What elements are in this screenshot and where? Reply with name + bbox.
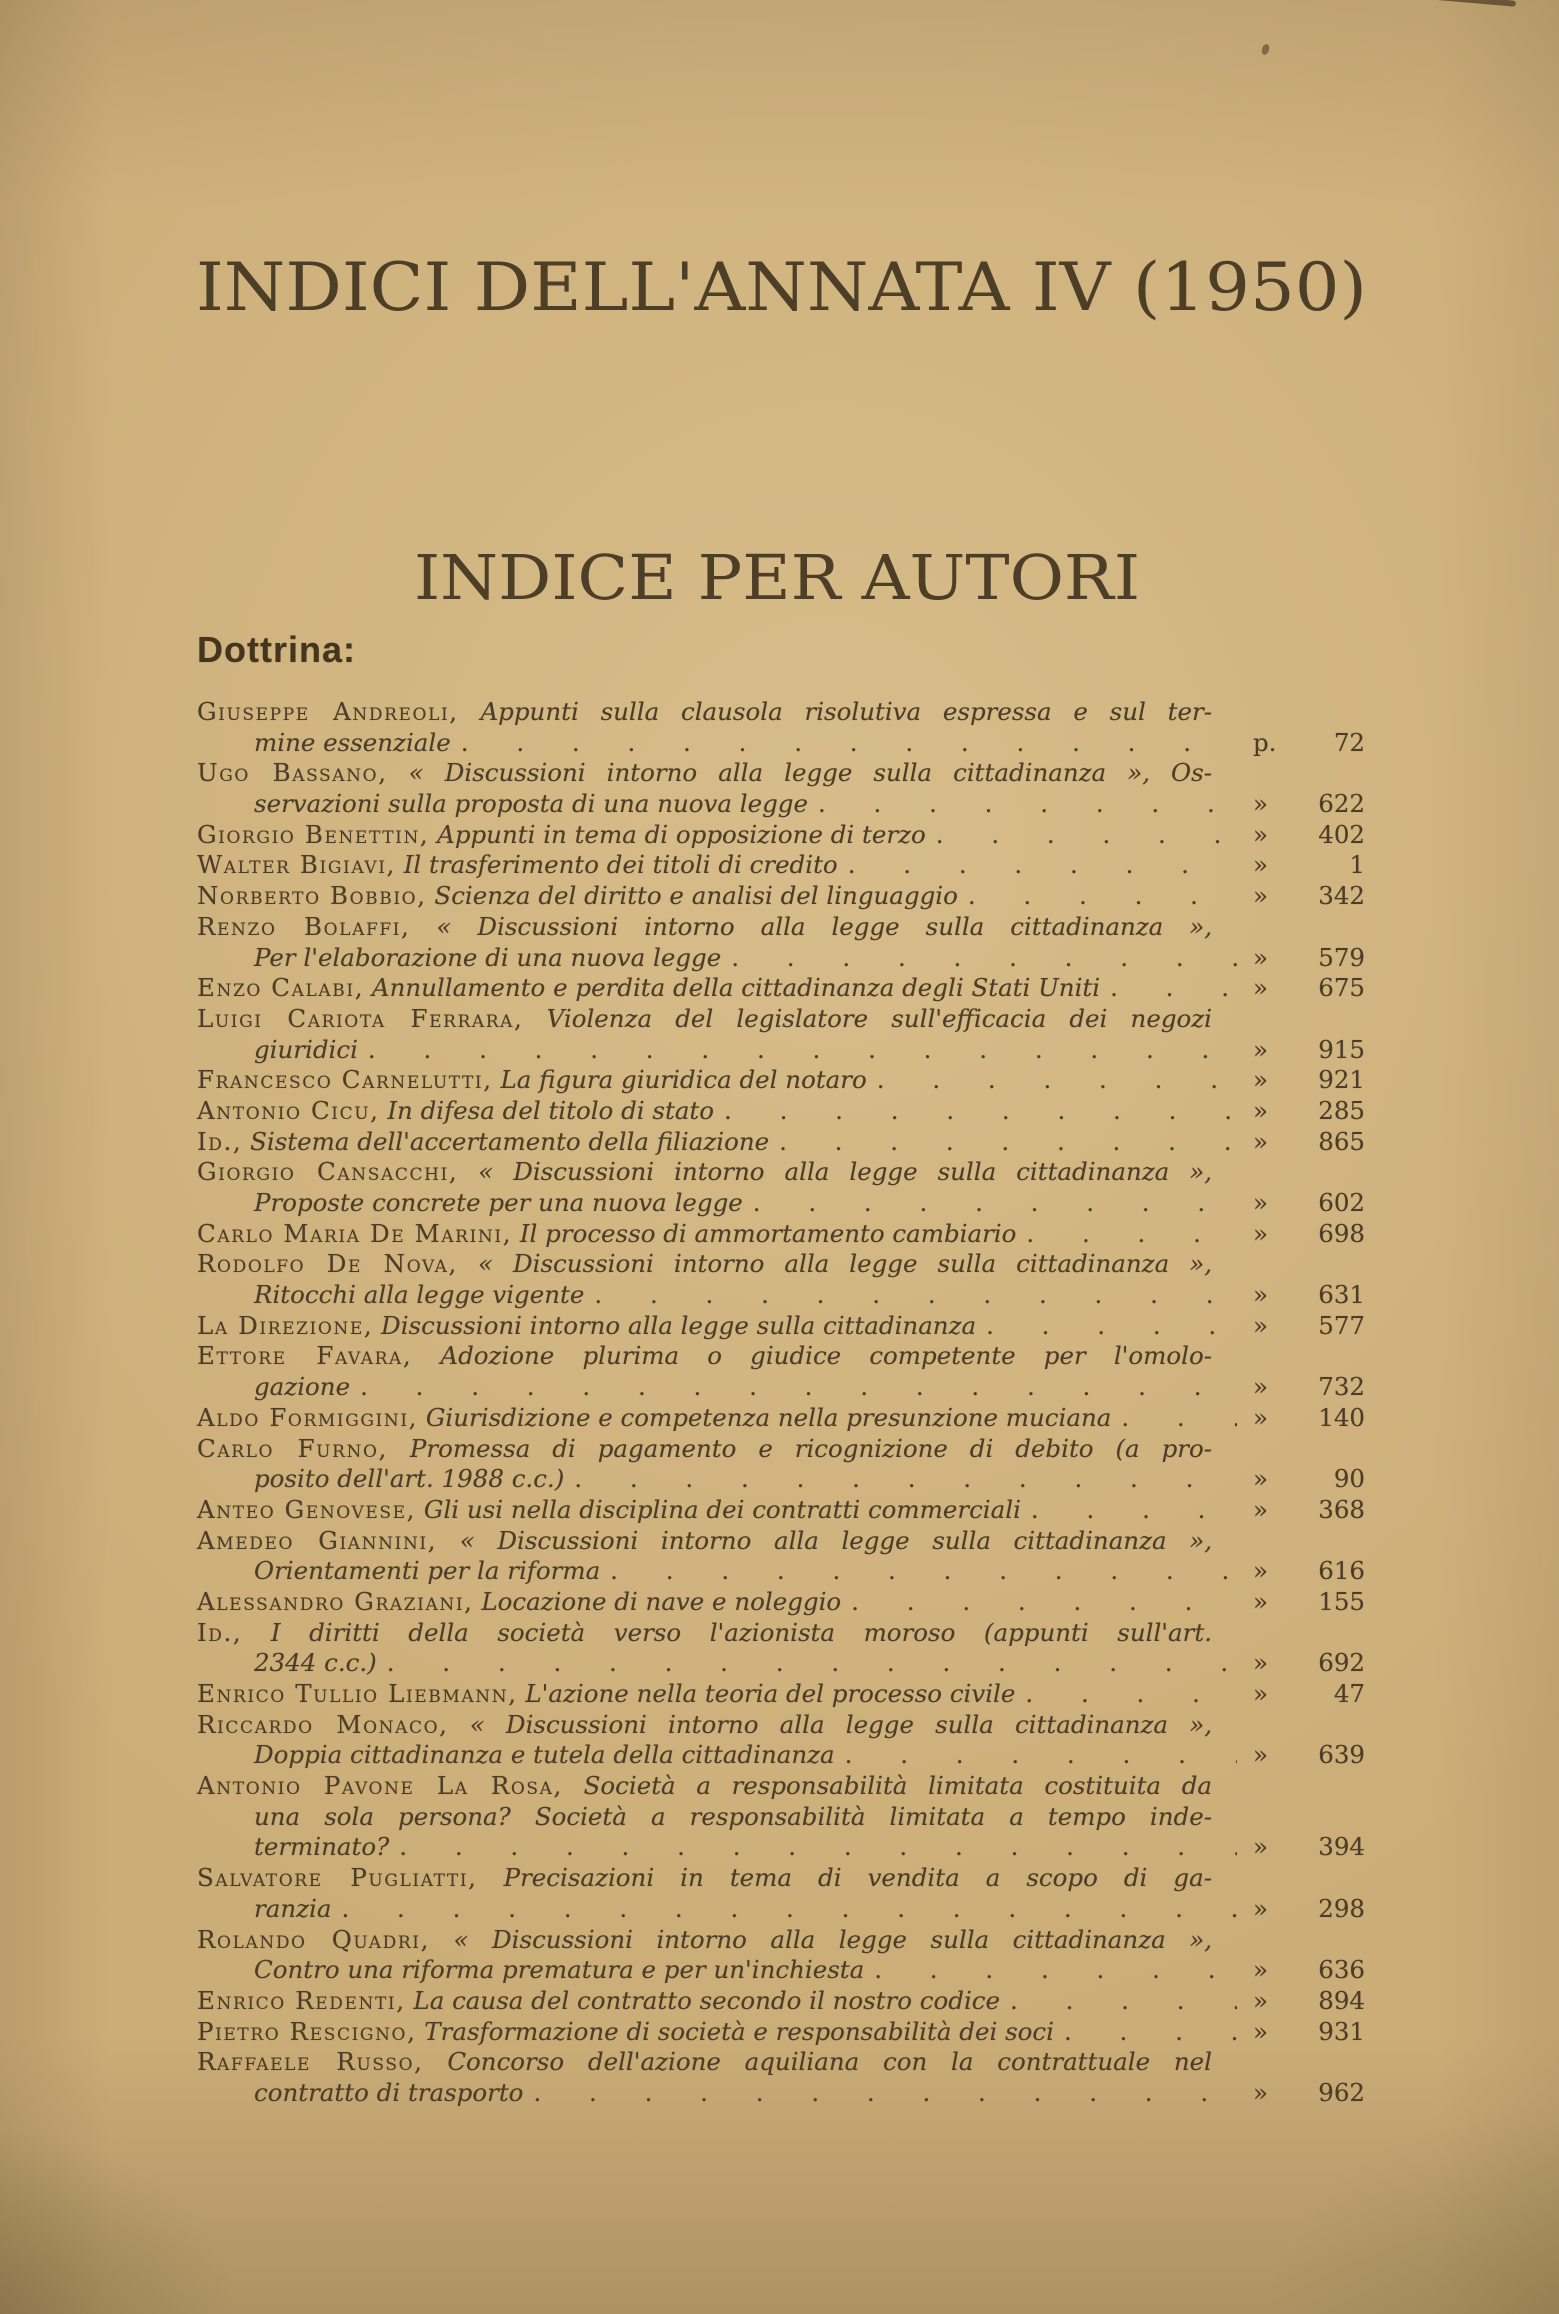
- index-line: [197, 1495, 1365, 1526]
- author-name: Walter Bigiavi,: [197, 850, 396, 880]
- dot-leader: [874, 1955, 1237, 1986]
- dot-leader: [818, 789, 1237, 820]
- index-line-text: [197, 2047, 1212, 2076]
- author-name: Anteo Genovese,: [197, 1494, 417, 1524]
- index-line: [197, 1925, 1212, 1956]
- index-line-text: [197, 973, 1100, 1004]
- dot-leader: [610, 1556, 1237, 1587]
- work-title: Locazione di nave e noleggio: [481, 1586, 842, 1616]
- page-marker: »: [1253, 1556, 1268, 1586]
- dot-leader: [877, 1065, 1237, 1096]
- page-marker: »: [1253, 1065, 1268, 1095]
- page-number: 616: [1318, 1556, 1365, 1586]
- index-line-text: [254, 1802, 1212, 1831]
- page-number: 636: [1318, 1955, 1365, 1985]
- index-line-text: [254, 1464, 564, 1495]
- index-line: [197, 881, 1365, 912]
- dot-leader: [1110, 973, 1237, 1004]
- page-number: 962: [1318, 2077, 1365, 2107]
- index-line-text: [197, 1219, 1016, 1250]
- index-line: [197, 820, 1365, 851]
- page-number: 639: [1318, 1740, 1365, 1770]
- work-title: Precisazioni in tema di vendita a scopo di ga-: [503, 1863, 1212, 1893]
- index-line: [197, 2017, 1365, 2048]
- index-line-text: [197, 1710, 1212, 1739]
- page-marker: »: [1253, 1985, 1268, 2015]
- index-line: [254, 1556, 1365, 1587]
- index-line-text: [254, 1894, 331, 1925]
- index-line: [254, 1802, 1212, 1833]
- work-title: In difesa del titolo di stato: [387, 1095, 715, 1125]
- index-line: [254, 1280, 1365, 1311]
- page-marker: »: [1253, 942, 1268, 972]
- page-number: 1: [1349, 850, 1365, 880]
- index-line-text: [197, 1434, 1212, 1463]
- author-name: Giorgio Cansacchi,: [197, 1157, 459, 1187]
- index-line-text: [254, 1955, 864, 1986]
- work-title: La causa del contratto secondo il nostro codice: [413, 1985, 1001, 2015]
- page-marker: »: [1253, 1464, 1268, 1494]
- page-number: 732: [1318, 1372, 1365, 1402]
- index-line-text: [254, 1556, 600, 1587]
- dot-leader: [387, 1648, 1237, 1679]
- page-marker: »: [1253, 1402, 1268, 1432]
- work-title: Appunti sulla clausola risolutiva espressa e sul ter-: [480, 697, 1212, 726]
- page-marker: »: [1253, 881, 1268, 911]
- index-line-text: [254, 1280, 584, 1311]
- index-line-text: [197, 820, 926, 851]
- work-title: contratto di trasporto: [254, 2077, 524, 2107]
- page-number: 931: [1318, 2016, 1365, 2046]
- index-line-text: [197, 1065, 867, 1096]
- page-marker: »: [1253, 850, 1268, 880]
- index-line: [254, 728, 1365, 759]
- author-name: Rolando Quadri,: [197, 1924, 431, 1954]
- work-title: Promessa di pagamento e ricognizione di debito (a pro-: [409, 1433, 1213, 1463]
- page-marker: »: [1253, 1586, 1268, 1616]
- dot-leader: [1025, 1679, 1237, 1710]
- index-line-text: [254, 943, 721, 974]
- dot-leader: [731, 943, 1237, 974]
- page-number: 602: [1318, 1188, 1365, 1217]
- index-line-text: [254, 1035, 358, 1066]
- work-title: Contro una riforma prematura e per un'inchiesta: [254, 1955, 865, 1985]
- work-title: terminato?: [254, 1832, 390, 1862]
- index-line-text: [254, 728, 451, 759]
- dot-leader: [845, 1740, 1237, 1771]
- dot-leader: [986, 1311, 1237, 1342]
- work-title: Gli usi nella disciplina dei contratti commerciali: [423, 1494, 1021, 1524]
- work-title: Concorso dell'azione aquiliana con la contrattuale nel: [447, 2047, 1212, 2077]
- work-title: gazione: [254, 1372, 351, 1402]
- index-line-text: [254, 2078, 523, 2109]
- work-title: Il processo di ammortamento cambiario: [519, 1218, 1017, 1248]
- index-line: [197, 1403, 1365, 1434]
- dot-leader: [533, 2078, 1237, 2109]
- index-line: [197, 1096, 1365, 1127]
- dot-leader: [461, 728, 1237, 759]
- work-title: « Discussioni intorno alla legge sulla cittadinanza », Os-: [408, 758, 1212, 788]
- dot-leader: [779, 1127, 1237, 1158]
- page-number: 342: [1318, 881, 1365, 911]
- author-name: Pietro Rescigno,: [197, 2016, 417, 2046]
- page-number: 298: [1318, 1893, 1365, 1923]
- index-line: [197, 1127, 1365, 1158]
- index-line-text: [197, 1403, 1111, 1434]
- page-number: 155: [1318, 1586, 1365, 1616]
- index-line-text: [197, 1863, 1212, 1892]
- index-line-text: [197, 1925, 1212, 1954]
- index-line-text: [254, 1188, 743, 1219]
- author-name: Francesco Carnelutti,: [197, 1065, 493, 1095]
- index-line-text: [197, 1618, 1212, 1647]
- page-number: 921: [1318, 1065, 1365, 1095]
- page-number: 579: [1318, 942, 1365, 972]
- index-line-text: [197, 1495, 1021, 1526]
- index-line: [197, 1679, 1365, 1710]
- page-number: 622: [1318, 789, 1365, 819]
- work-title: Per l'elaborazione di una nuova legge: [254, 942, 722, 972]
- author-name: Giuseppe Andreoli,: [197, 697, 459, 726]
- page-marker: »: [1253, 1832, 1268, 1862]
- page-marker: »: [1253, 1955, 1268, 1985]
- index-line: [254, 1955, 1365, 1986]
- index-line: [254, 943, 1365, 974]
- index-line-text: [197, 1771, 1212, 1800]
- page-number: 90: [1333, 1464, 1365, 1494]
- index-line: [197, 1311, 1365, 1342]
- work-title: La figura giuridica del notaro: [500, 1065, 867, 1095]
- page-number: 402: [1318, 819, 1365, 849]
- index-line: [197, 2047, 1212, 2078]
- index-line: [197, 697, 1212, 728]
- section-title: INDICE PER AUTORI: [414, 541, 1140, 614]
- index-line-text: [197, 1526, 1212, 1555]
- index-line: [197, 1587, 1365, 1618]
- work-title: mine essenziale: [254, 727, 451, 757]
- heading-block: [0, 0, 1559, 660]
- index-line: [197, 1710, 1212, 1741]
- annata-title: INDICI DELL'ANNATA IV (1950): [196, 249, 1367, 326]
- work-title: Ritocchi alla legge vigente: [254, 1280, 585, 1310]
- page-marker: »: [1253, 1893, 1268, 1923]
- index-line-text: [254, 789, 808, 820]
- author-name: Raffaele Russo,: [197, 2047, 424, 2077]
- author-name: Aldo Formiggini,: [197, 1402, 419, 1432]
- page-number: 865: [1318, 1126, 1365, 1156]
- subsection-label: Dottrina:: [197, 629, 356, 670]
- page-marker: p.: [1253, 727, 1277, 757]
- work-title: Appunti in tema di opposizione di terzo: [437, 819, 926, 849]
- index-line: [197, 1526, 1212, 1557]
- page-number: 577: [1318, 1310, 1365, 1340]
- author-name: Alessandro Graziani,: [197, 1586, 474, 1616]
- page-marker: »: [1253, 819, 1268, 849]
- work-title: giuridici: [254, 1034, 358, 1064]
- index-line: [197, 912, 1212, 943]
- index-line: [197, 1219, 1365, 1250]
- work-title: Doppia cittadinanza e tutela della cittadinanza: [254, 1740, 835, 1770]
- dot-leader: [360, 1372, 1237, 1403]
- index-line: [254, 1832, 1365, 1863]
- index-line-text: [197, 1986, 1000, 2017]
- dot-leader: [368, 1035, 1237, 1066]
- page-marker: »: [1253, 789, 1268, 819]
- dot-leader: [399, 1832, 1237, 1863]
- index-line: [254, 1035, 1365, 1066]
- page-marker: »: [1253, 1310, 1268, 1340]
- dot-leader: [968, 881, 1237, 912]
- index-line-text: [254, 1372, 350, 1403]
- page-marker: »: [1253, 1494, 1268, 1524]
- page-number: 285: [1318, 1095, 1365, 1125]
- work-title: Violenza del legislatore sull'efficacia dei negozi: [546, 1003, 1212, 1033]
- index-line-text: [197, 1679, 1015, 1710]
- work-title: Sistema dell'accertamento della filiazione: [250, 1126, 770, 1156]
- author-name: Antonio Cicu,: [197, 1095, 380, 1125]
- work-title: una sola persona? Società a responsabilità limitata a tempo inde-: [254, 1801, 1212, 1831]
- page-number: 47: [1333, 1679, 1365, 1708]
- page-marker: »: [1253, 1095, 1268, 1125]
- page-marker: »: [1253, 1188, 1268, 1217]
- index-line-text: [254, 1648, 377, 1679]
- page-marker: »: [1253, 1126, 1268, 1156]
- dot-leader: [936, 820, 1237, 851]
- author-name: Antonio Pavone La Rosa,: [197, 1771, 563, 1801]
- page-number: 72: [1333, 727, 1365, 757]
- page-number: 394: [1318, 1832, 1365, 1862]
- index-line-text: [254, 1740, 835, 1771]
- author-name: Id.,: [197, 1126, 243, 1156]
- work-title: « Discussioni intorno alla legge sulla cittadinanza »,: [469, 1709, 1212, 1739]
- author-name: Id.,: [197, 1617, 243, 1647]
- index-line-text: [197, 1157, 1212, 1186]
- index-line: [197, 1341, 1212, 1372]
- work-title: posito dell'art. 1988 c.c.): [254, 1464, 565, 1494]
- work-title: « Discussioni intorno alla legge sulla cittadinanza »,: [436, 911, 1213, 941]
- index-line-text: [197, 697, 1212, 726]
- page-marker: »: [1253, 2016, 1268, 2046]
- work-title: Il trasferimento dei titoli di credito: [403, 850, 838, 880]
- work-title: L'azione nella teoria del processo civile: [525, 1679, 1016, 1708]
- author-name: Giorgio Benettin,: [197, 819, 430, 849]
- page-marker: »: [1253, 1740, 1268, 1770]
- author-name: Enrico Redenti,: [197, 1985, 406, 2015]
- page-number: 894: [1318, 1985, 1365, 2015]
- author-name: Carlo Maria De Marini,: [197, 1218, 513, 1248]
- index-line: [254, 1372, 1365, 1403]
- dot-leader: [1121, 1403, 1237, 1434]
- index-line: [254, 1648, 1365, 1679]
- index-line: [254, 789, 1365, 820]
- index-line: [197, 1618, 1212, 1649]
- author-name: Enrico Tullio Liebmann,: [197, 1679, 518, 1708]
- index-line: [254, 1188, 1365, 1219]
- dot-leader: [753, 1188, 1237, 1219]
- author-name: Norberto Bobbio,: [197, 881, 427, 911]
- dot-leader: [1031, 1495, 1237, 1526]
- page-marker: »: [1253, 1280, 1268, 1310]
- index-line-text: [197, 1311, 976, 1342]
- index-line-text: [197, 1127, 769, 1158]
- index-line-text: [197, 758, 1212, 787]
- page-marker: »: [1253, 1648, 1268, 1678]
- work-title: Società a responsabilità limitata costituita da: [583, 1771, 1212, 1801]
- author-name: Ettore Favara,: [197, 1341, 413, 1371]
- dot-leader: [848, 850, 1237, 881]
- work-title: Adozione plurima o giudice competente per l'omolo-: [440, 1341, 1213, 1371]
- work-title: « Discussioni intorno alla legge sulla cittadinanza »,: [477, 1249, 1212, 1279]
- author-name: Salvatore Pugliatti,: [197, 1863, 478, 1893]
- index-line-text: [197, 1004, 1212, 1033]
- dot-leader: [594, 1280, 1237, 1311]
- dot-leader: [1026, 1219, 1237, 1250]
- author-name: Carlo Furno,: [197, 1433, 388, 1463]
- index-line-text: [197, 1587, 841, 1618]
- index-line: [197, 1157, 1212, 1188]
- work-title: ranzia: [254, 1893, 332, 1923]
- index-line-text: [197, 881, 958, 912]
- page-number: 692: [1318, 1648, 1365, 1678]
- index-line: [254, 1894, 1365, 1925]
- index-line: [197, 1434, 1212, 1465]
- page-marker: »: [1253, 2077, 1268, 2107]
- work-title: Trasformazione di società e responsabilità dei soci: [424, 2016, 1054, 2046]
- page-number: 631: [1318, 1280, 1365, 1310]
- work-title: Giurisdizione e competenza nella presunzione muciana: [425, 1402, 1112, 1432]
- index-line-text: [197, 1249, 1212, 1278]
- index-line: [197, 1863, 1212, 1894]
- author-name: Rodolfo De Nova,: [197, 1249, 458, 1279]
- index-line: [197, 1249, 1212, 1280]
- work-title: « Discussioni intorno alla legge sulla cittadinanza »,: [478, 1157, 1213, 1187]
- page-number: 698: [1318, 1218, 1365, 1248]
- page-marker: »: [1253, 1218, 1268, 1248]
- author-name: Amedeo Giannini,: [197, 1525, 438, 1555]
- author-name: Luigi Cariota Ferrara,: [197, 1003, 524, 1033]
- page-marker: »: [1253, 1034, 1268, 1064]
- index-line: [197, 758, 1212, 789]
- work-title: Annullamento e perdita della cittadinanza degli Stati Uniti: [371, 973, 1101, 1003]
- index-line: [197, 1065, 1365, 1096]
- index-line: [197, 1004, 1212, 1035]
- dot-leader: [851, 1587, 1237, 1618]
- author-name: La Direzione,: [197, 1310, 374, 1340]
- work-title: servazioni sulla proposta di una nuova legge: [254, 789, 808, 819]
- index-line: [197, 1986, 1365, 2017]
- work-title: Scienza del diritto e analisi del linguaggio: [434, 881, 958, 911]
- index-line-text: [197, 912, 1212, 941]
- dot-leader: [724, 1096, 1237, 1127]
- author-name: Enzo Calabi,: [197, 973, 365, 1003]
- author-name: Renzo Bolaffi,: [197, 911, 411, 941]
- page-number: 140: [1318, 1402, 1365, 1432]
- page-marker: »: [1253, 1679, 1268, 1708]
- dot-leader: [341, 1894, 1237, 1925]
- work-title: I diritti della società verso l'azionista moroso (appunti sull'art.: [270, 1617, 1212, 1647]
- work-title: Proposte concrete per una nuova legge: [254, 1188, 743, 1217]
- author-name: Riccardo Monaco,: [197, 1709, 449, 1739]
- page-marker: »: [1253, 973, 1268, 1003]
- index-line: [197, 1771, 1212, 1802]
- index-line-text: [197, 850, 838, 881]
- page-number: 368: [1318, 1494, 1365, 1524]
- index-line: [254, 1464, 1365, 1495]
- dot-leader: [1064, 2017, 1237, 2048]
- index-line: [254, 2078, 1365, 2109]
- index-line-text: [197, 2017, 1054, 2048]
- work-title: Discussioni intorno alla legge sulla cittadinanza: [381, 1310, 977, 1340]
- work-title: Orientamenti per la riforma: [254, 1556, 601, 1586]
- work-title: 2344 c.c.): [254, 1648, 377, 1678]
- page-marker: »: [1253, 1372, 1268, 1402]
- index-line-text: [197, 1341, 1212, 1370]
- page-number: 675: [1318, 973, 1365, 1003]
- index-line: [197, 973, 1365, 1004]
- work-title: « Discussioni intorno alla legge sulla cittadinanza »,: [453, 1924, 1212, 1954]
- index-line-text: [197, 1096, 714, 1127]
- dot-leader: [574, 1464, 1237, 1495]
- page-number: 915: [1318, 1034, 1365, 1064]
- index-line: [197, 850, 1365, 881]
- author-name: Ugo Bassano,: [197, 758, 388, 788]
- work-title: « Discussioni intorno alla legge sulla cittadinanza »,: [459, 1525, 1212, 1555]
- dot-leader: [1010, 1986, 1237, 2017]
- author-index-list: [197, 697, 1365, 2109]
- index-line: [254, 1740, 1365, 1771]
- index-line-text: [254, 1832, 389, 1863]
